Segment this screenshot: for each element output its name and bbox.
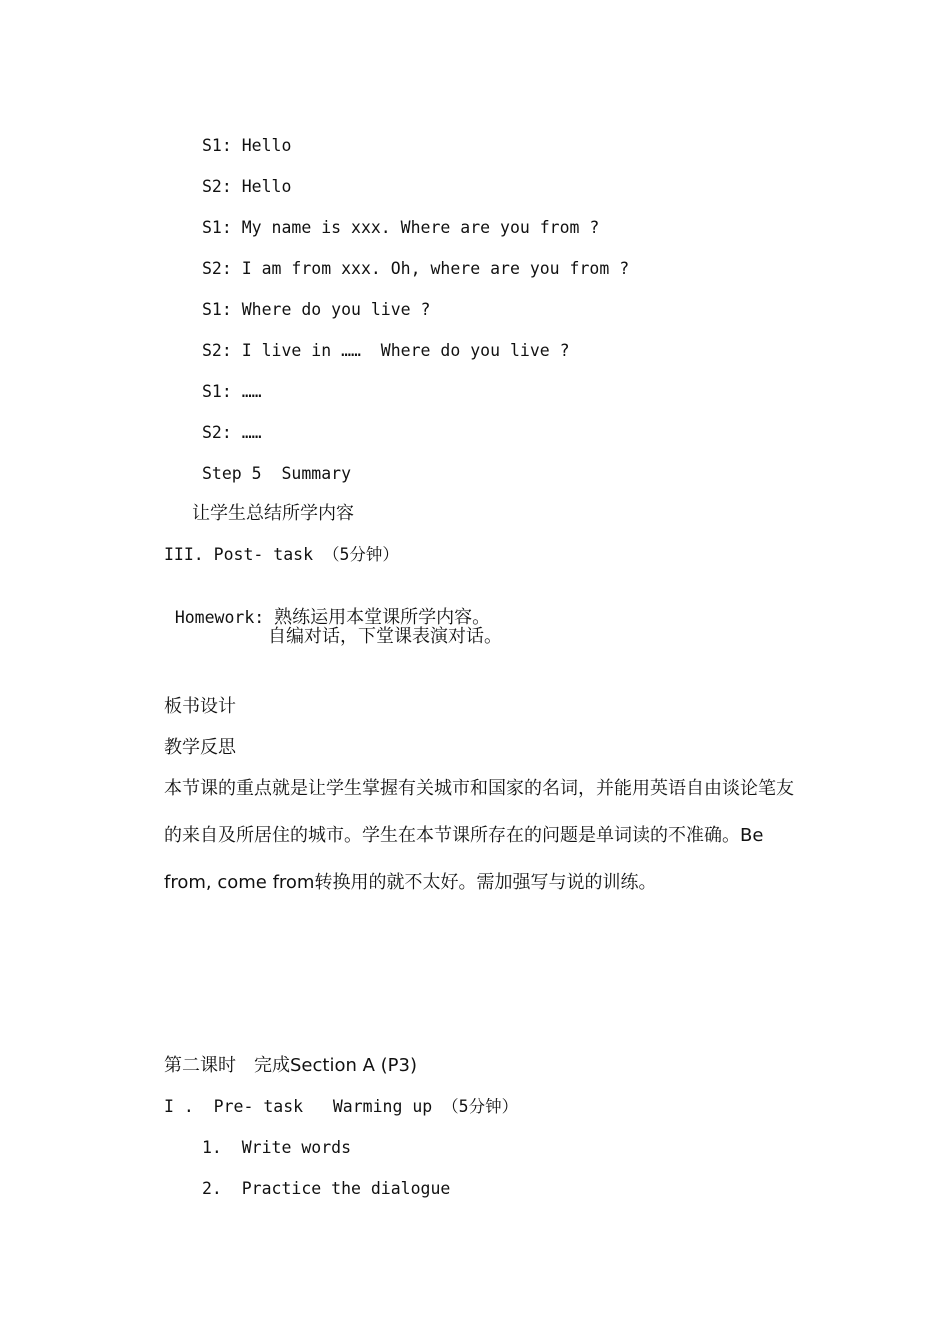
board-design-heading: 板书设计: [164, 696, 236, 717]
dialogue-line: S2: I am from xxx. Oh, where are you from ?: [202, 259, 630, 278]
post-task-heading: III. Post- task （5分钟）: [164, 545, 399, 564]
pre-task-heading: I . Pre- task Warming up （5分钟）: [164, 1097, 519, 1116]
dialogue-line: S2: ……: [202, 423, 262, 442]
pre-task-item: 1. Write words: [202, 1138, 352, 1157]
step5-heading: Step 5 Summary: [202, 464, 352, 483]
reflection-paragraph: 本节课的重点就是让学生掌握有关城市和国家的名词，并能用英语自由谈论笔友的来自及所居住的城市。学生在本节课所存在的问题是单词读的不准确。Be from, come from转换用的就不太好。需加强写与说的训练。: [164, 778, 794, 893]
dialogue-line: S1: ……: [202, 382, 262, 401]
pre-task-item: 2. Practice the dialogue: [202, 1179, 451, 1198]
homework-line: [164, 585, 490, 629]
homework-label: Homework:: [174, 608, 275, 627]
homework-text-2: 自编对话，下堂课表演对话。: [268, 626, 502, 647]
summary-instruction: 让学生总结所学内容: [192, 503, 354, 524]
dialogue-line: S1: Hello: [202, 136, 292, 155]
lesson2-title: 第二课时 完成Section A (P3): [164, 1055, 417, 1076]
reflection-heading: 教学反思: [164, 737, 236, 758]
dialogue-line: S2: Hello: [202, 177, 292, 196]
dialogue-line: S1: My name is xxx. Where are you from ?: [202, 218, 600, 237]
dialogue-line: S1: Where do you live ?: [202, 300, 431, 319]
dialogue-line: S2: I live in …… Where do you live ?: [202, 341, 570, 360]
homework-text-1: 熟练运用本堂课所学内容。: [274, 607, 491, 628]
